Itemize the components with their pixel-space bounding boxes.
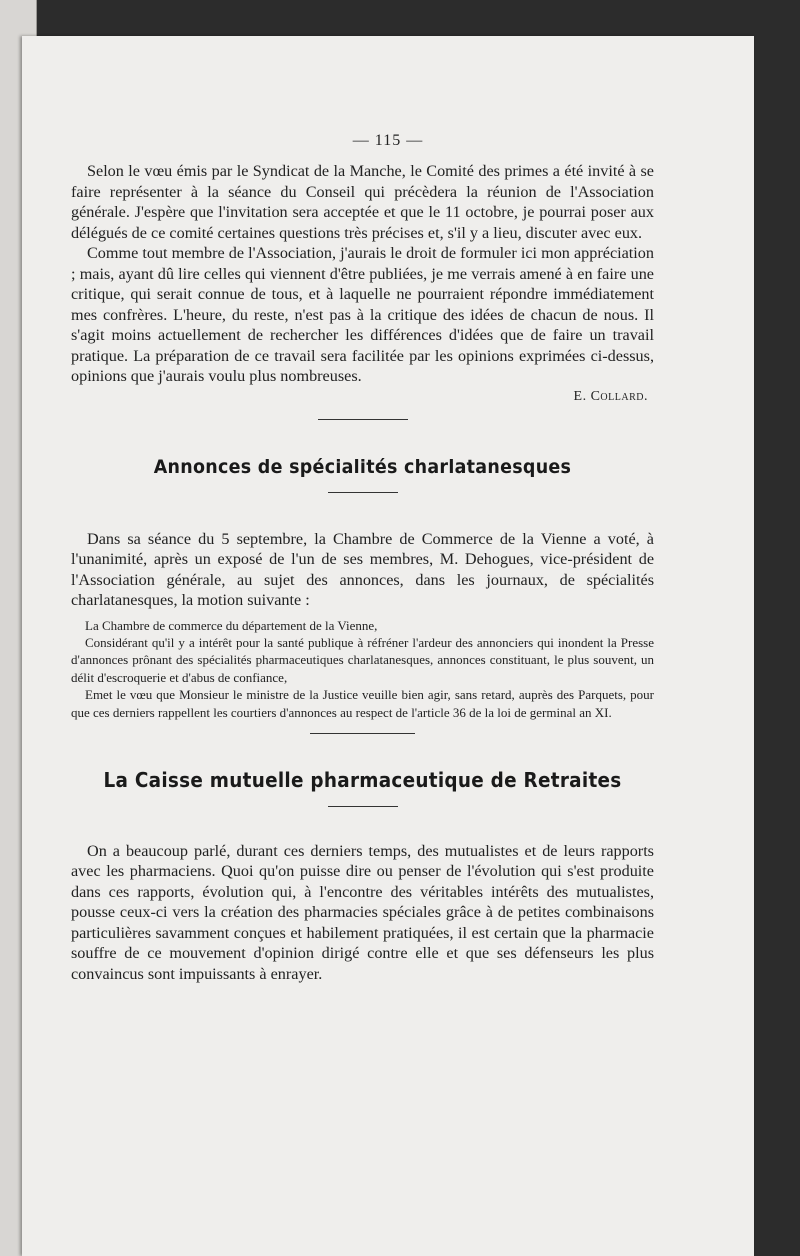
title-underline-rule-2 [328,806,398,807]
motion-line-1: La Chambre de commerce du département de la Vienne, [85,617,378,633]
section-divider-rule [318,419,408,420]
intro-paragraph-1: Selon le vœu émis par le Syndicat de la Manche, le Comité des primes a été invité à se faire représenter à la séance du Conseil qui précèdera la réunion de l'Association générale. J'espère que l'invitation sera acceptée et que le 11 octobre, je pourrai poser aux délégués de ce comité certaines questions très précises et, s'il y a lieu, discuter avec eux. [71,162,654,242]
annonces-paragraph: Dans sa séance du 5 septembre, la Chambre de Commerce de la Vienne a voté, à l'unanimité, après un exposé de l'un de ses membres, M. Dehogues, vice-président de l'Association générale, au sujet des annonces, dans les journaux, de spécialités charlatanesques, la motion suivante : [71,529,654,609]
signature: E. Collard. [573,388,648,404]
motion-line-2: Considérant qu'il y a intérêt pour la santé publique à réfréner l'ardeur des annonciers qui inondent la Presse d'annonces prônant des spécialités pharmaceutiques charlatanesques, annonces constituant, le plus souvent, un délit d'escroquerie et d'abus de confiance, [71,634,654,685]
page-content [71,161,654,984]
caisse-paragraph: On a beaucoup parlé, durant ces derniers temps, des mutualistes et de leurs rapports avec les pharmaciens. Quoi qu'on puisse dire ou penser de l'évolution qui s'est produite dans ces rapports, évolution qui, à l'encontre des véritables intérêts des mutualistes, pousse ceux-ci vers la création des pharmacies spéciales grâce à de petites combinaisons particulières savamment conçues et habilement pratiquées, il est certain que la pharmacie souffre de ce mouvement d'opinion dirigé contre elle et que ses défenseurs les plus convaincus sont impuissants à enrayer. [71,841,654,983]
section-title-annonces: Annonces de spécialités charlatanesques [153,455,572,478]
motion-line-3: Emet le vœu que Monsieur le ministre de la Justice veuille bien agir, sans retard, auprès des Parquets, pour que ces derniers rappellent les courtiers d'annonces au respect de l'article 36 de la loi de germinal an XI. [71,687,654,720]
intro-paragraph-2: Comme tout membre de l'Association, j'aurais le droit de formuler ici mon appréciation ; mais, ayant dû lire celles qui viennent d'être publiées, je me verrais amené à en faire une critique, qui serait connue de tous, et à laquelle ne pourraient répondre immédiatement mes confrères. L'heure, du reste, n'est pas à la critique des idées de chacun de nous. Il s'agit moins actuellement de rechercher les différences d'idées que de faire un travail pratique. La préparation de ce travail sera facilitée par les opinions exprimées ci-dessus, opinions que j'aurais voulu plus nombreuses. [71,244,654,385]
title-underline-rule [328,492,398,493]
section-title-caisse: La Caisse mutuelle pharmaceutique de Retraites [103,767,622,792]
page-number: — 115 — [352,132,424,149]
motion-block [71,617,654,721]
section-divider-rule-2 [310,733,415,734]
document-page [22,36,754,1256]
